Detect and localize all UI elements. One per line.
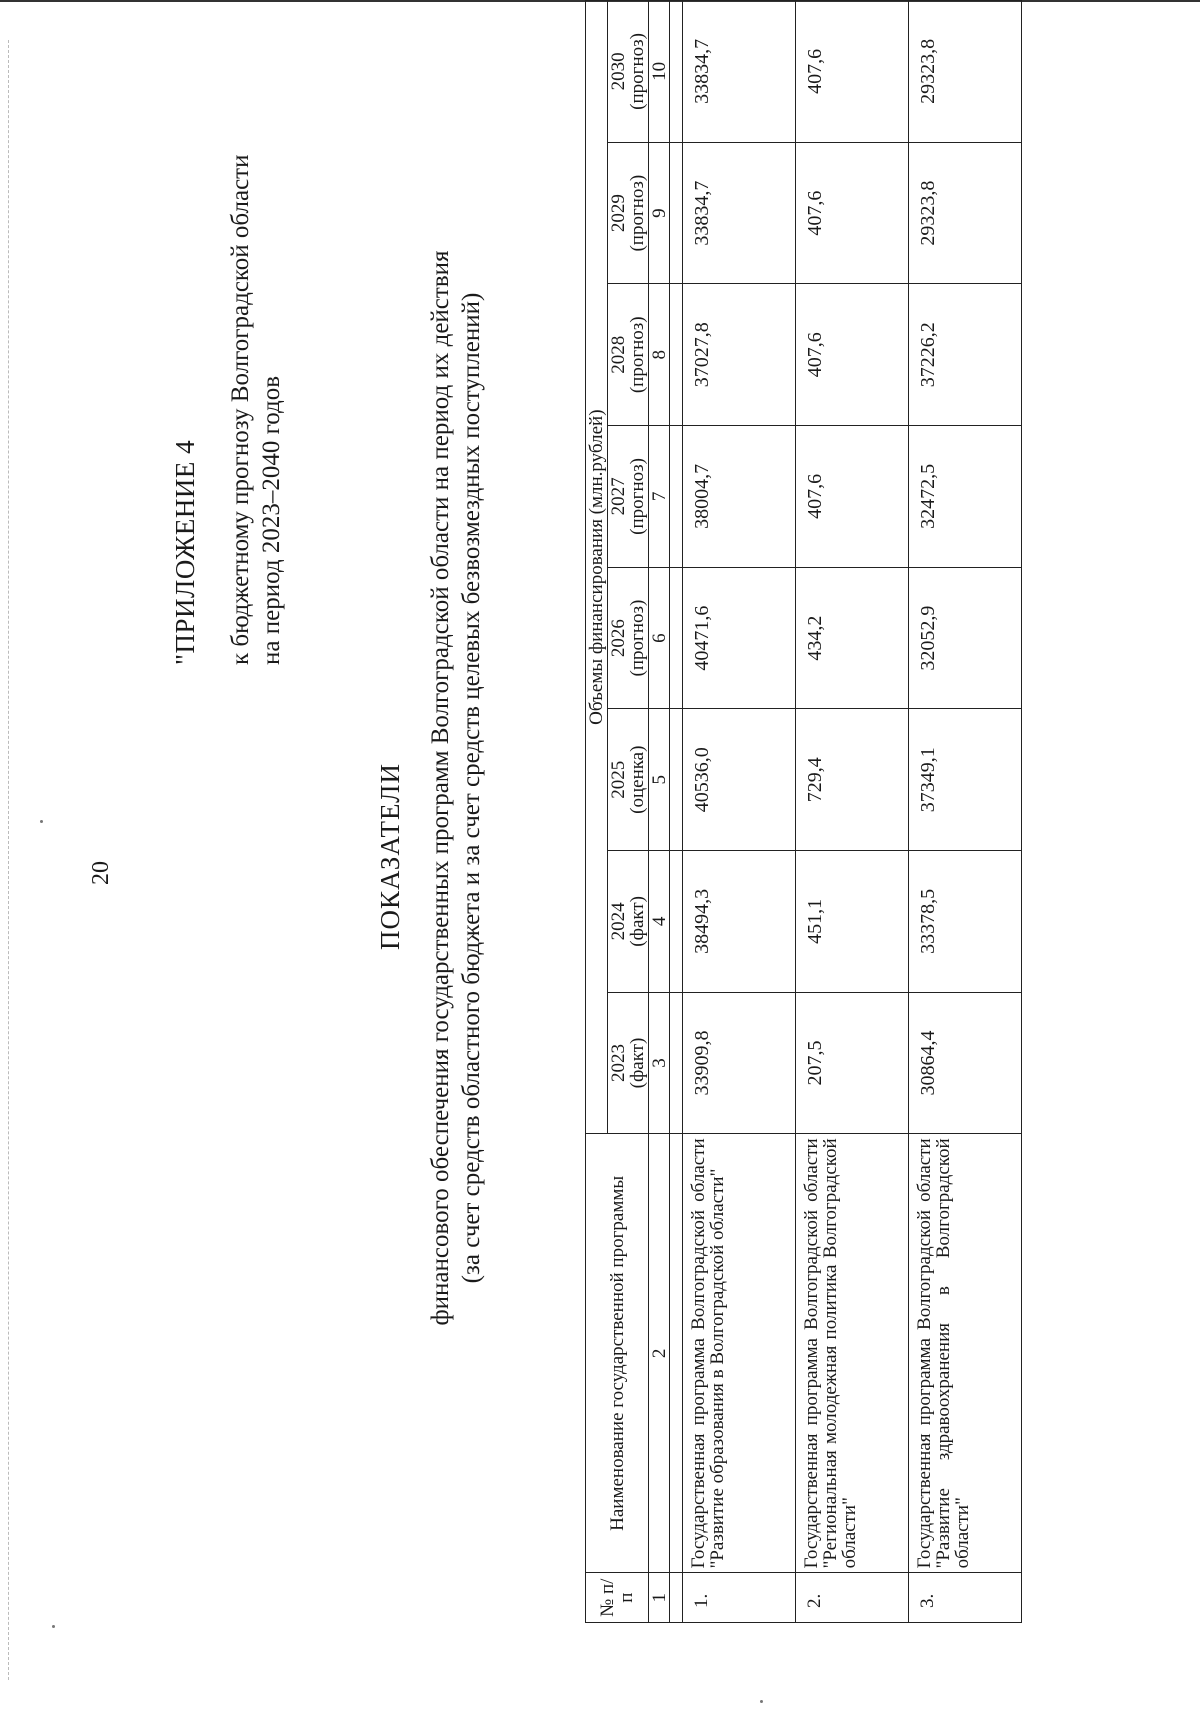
spacer-cell [670,426,683,568]
column-index: 6 [649,567,670,709]
header-year-value: 2023 [608,1043,629,1082]
spacer-cell [670,567,683,709]
header-year-note: (факт) [627,896,648,947]
program-name: Государственная программа Волгоградской области "Развитие образования в Волгоградской области" [683,1134,796,1573]
header-year-note: (прогноз) [627,33,648,110]
header-year-2025 [608,709,649,851]
table-body [670,1,1022,1623]
header-program-name: Наименование государственной программы [586,1134,649,1573]
spacer-cell [670,1,683,143]
header-num: № п/п [586,1573,649,1623]
column-index: 3 [649,992,670,1134]
column-index: 10 [649,1,670,143]
header-year-2026 [608,567,649,709]
header-year-note: (прогноз) [627,174,648,252]
financing-value-2023: 207,5 [796,992,909,1134]
header-year-2028 [608,284,649,426]
financing-value-2030: 29323,8 [909,1,1022,143]
financing-value-2025: 40536,0 [683,709,796,851]
spacer-cell [670,709,683,851]
appendix-title: "ПРИЛОЖЕНИЕ 4 [170,439,200,665]
financing-value-2028: 407,6 [796,284,909,426]
header-financing-group: Объемы финансирования (млн.рублей) [586,1,608,1134]
column-index: 9 [649,142,670,284]
table-row [683,1,796,1623]
financing-table [585,0,1022,1623]
financing-value-2027: 38004,7 [683,426,796,568]
financing-value-2024: 33378,5 [909,851,1022,993]
financing-value-2030: 33834,7 [683,1,796,143]
header-year-value: 2026 [608,619,629,658]
financing-value-2030: 407,6 [796,1,909,143]
financing-value-2027: 32472,5 [909,426,1022,568]
header-year-2030 [608,1,649,143]
financing-value-2023: 33909,8 [683,992,796,1134]
header-row [586,1,608,1623]
table-row [796,1,909,1623]
header-year-2027 [608,426,649,568]
spacer-cell [670,284,683,426]
spacer-cell [670,1573,683,1623]
header-year-value: 2027 [608,477,629,516]
header-year-value: 2028 [608,335,629,374]
spacer-cell [670,992,683,1134]
header-year-note: (оценка) [627,745,648,814]
spacer-cell [670,851,683,993]
financing-value-2029: 29323,8 [909,142,1022,284]
financing-value-2029: 407,6 [796,142,909,284]
financing-value-2024: 38494,3 [683,851,796,993]
program-name: Государственная программа Волгоградской области "Региональная молодежная политика Волгоградской области" [796,1134,909,1573]
column-index: 4 [649,851,670,993]
page-number: 20 [88,861,114,885]
header-year-note: (прогноз) [627,599,648,677]
header-year-value: 2029 [608,194,629,233]
header-year-note: (прогноз) [627,316,648,394]
document-subtitle [425,143,487,1433]
program-name: Государственная программа Волгоградской области "Развитие здравоохранения в Волгоградской области" [909,1134,1022,1573]
financing-value-2028: 37027,8 [683,284,796,426]
column-index: 7 [649,426,670,568]
financing-value-2024: 451,1 [796,851,909,993]
document-subtitle-line: финансового обеспечения государственных программ Волгоградской области на период их действия [427,250,454,1326]
financing-value-2025: 37349,1 [909,709,1022,851]
row-number: 3. [909,1573,1022,1623]
financing-value-2028: 37226,2 [909,284,1022,426]
financing-value-2029: 33834,7 [683,142,796,284]
appendix-subtitle-line: к бюджетному прогнозу Волгоградской области [227,154,254,665]
appendix-subtitle [225,45,287,665]
document-title: ПОКАЗАТЕЛИ [375,763,405,950]
spacer-row [670,1,683,1623]
header-year-2023 [608,992,649,1134]
financing-value-2027: 407,6 [796,426,909,568]
header-year-value: 2030 [608,52,629,91]
spacer-cell [670,1134,683,1573]
header-year-2024 [608,851,649,993]
header-year-value: 2025 [608,760,629,799]
row-number: 2. [796,1573,909,1623]
financing-value-2025: 729,4 [796,709,909,851]
document-subtitle-line: (за счет средств областного бюджета и за счет средств целевых безвозмездных поступлений) [458,292,485,1284]
header-index-row [649,1,670,1623]
table-row [909,1,1022,1623]
appendix-subtitle-line: на период 2023–2040 годов [258,375,285,665]
header-year-note: (прогноз) [627,458,648,535]
financing-value-2026: 434,2 [796,567,909,709]
row-number: 1. [683,1573,796,1623]
financing-value-2026: 40471,6 [683,567,796,709]
column-index: 2 [649,1134,670,1573]
financing-value-2026: 32052,9 [909,567,1022,709]
column-index: 8 [649,284,670,426]
header-year-value: 2024 [608,902,629,941]
header-year-note: (факт) [627,1037,648,1089]
column-index: 1 [649,1573,670,1623]
spacer-cell [670,142,683,284]
column-index: 5 [649,709,670,851]
header-year-2029 [608,142,649,284]
financing-value-2023: 30864,4 [909,992,1022,1134]
